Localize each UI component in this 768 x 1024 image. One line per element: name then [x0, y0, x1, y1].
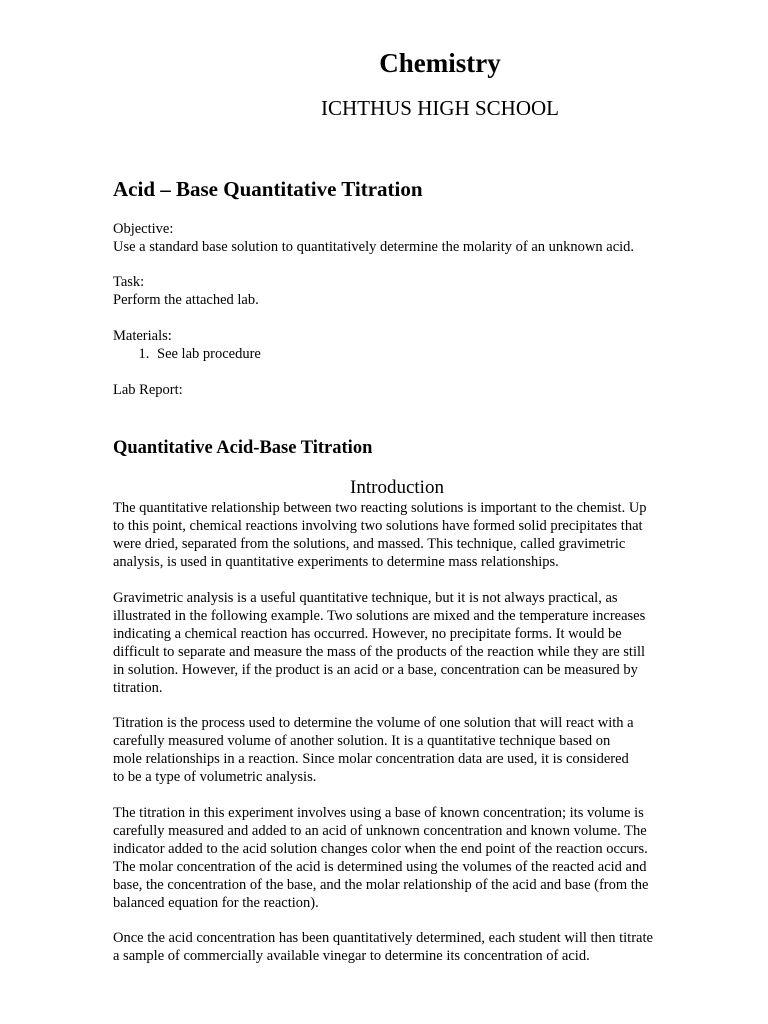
- task-section: [113, 273, 673, 309]
- school-name: ICHTHUS HIGH SCHOOL: [320, 96, 559, 120]
- materials-label: Materials:: [113, 328, 172, 344]
- paragraph-line: in solution. However, if the product is an acid or a base, concentration can be measured by: [113, 662, 638, 678]
- paragraph-line: were dried, separated from the solutions, and massed. This technique, called gravimetric: [113, 536, 626, 552]
- introduction-heading: Introduction: [350, 477, 444, 498]
- section-title: Quantitative Acid-Base Titration: [113, 438, 373, 458]
- paragraph-line: The quantitative relationship between two reacting solutions is important to the chemist. Up: [113, 500, 647, 516]
- paragraph-line: difficult to separate and measure the mass of the products of the reaction while they are still: [113, 644, 646, 660]
- lab-report-section: [113, 381, 673, 399]
- paragraph-line: mole relationships in a reaction. Since molar concentration data are used, it is considered: [113, 751, 629, 767]
- paragraph-line: The molar concentration of the acid is determined using the volumes of the reacted acid and: [113, 859, 647, 875]
- paragraph-line: Gravimetric analysis is a useful quantitative technique, but it is not always practical, as: [113, 590, 618, 606]
- paragraph-line: carefully measured volume of another solution. It is a quantitative technique based on: [113, 733, 611, 749]
- paragraph-line: to this point, chemical reactions involving two solutions have formed solid precipitates that: [113, 518, 643, 534]
- lab-report-label: Lab Report:: [113, 382, 183, 398]
- paragraph-line: illustrated in the following example. Two solutions are mixed and the temperature increases: [113, 608, 646, 624]
- materials-item: 1. See lab procedure: [153, 345, 673, 363]
- paragraph-line: titration.: [113, 680, 163, 696]
- task-text: Perform the attached lab.: [113, 292, 259, 308]
- subject-title: Chemistry: [379, 48, 501, 78]
- paragraph-line: Titration is the process used to determine the volume of one solution that will react with a: [113, 715, 634, 731]
- paragraph: [113, 929, 673, 965]
- task-label: Task:: [113, 274, 145, 290]
- materials-list: [113, 345, 673, 363]
- materials-section: [113, 327, 673, 363]
- paragraph-line: indicator added to the acid solution changes color when the end point of the reaction occurs.: [113, 841, 648, 857]
- paragraph: [113, 804, 673, 912]
- objective-text: Use a standard base solution to quantitatively determine the molarity of an unknown acid.: [113, 239, 635, 255]
- paragraph-line: base, the concentration of the base, and the molar relationship of the acid and base (from the: [113, 877, 649, 893]
- paragraph: [113, 714, 673, 786]
- paragraph-line: a sample of commercially available vinegar to determine its concentration of acid.: [113, 948, 590, 964]
- paragraph-line: carefully measured and added to an acid of unknown concentration and known volume. The: [113, 823, 647, 839]
- paragraph-line: Once the acid concentration has been quantitatively determined, each student will then titrate: [113, 930, 653, 946]
- paragraph-line: indicating a chemical reaction has occurred. However, no precipitate forms. It would be: [113, 626, 622, 642]
- paragraph-line: balanced equation for the reaction).: [113, 895, 319, 911]
- paragraph: [113, 589, 673, 697]
- paragraph: [113, 499, 673, 571]
- paragraph-line: analysis, is used in quantitative experiments to determine mass relationships.: [113, 554, 559, 570]
- objective-label: Objective:: [113, 221, 174, 237]
- paragraph-line: to be a type of volumetric analysis.: [113, 769, 317, 785]
- lab-title: Acid – Base Quantitative Titration: [113, 177, 423, 201]
- objective-section: [113, 220, 673, 256]
- paragraph-line: The titration in this experiment involves using a base of known concentration; its volume is: [113, 805, 644, 821]
